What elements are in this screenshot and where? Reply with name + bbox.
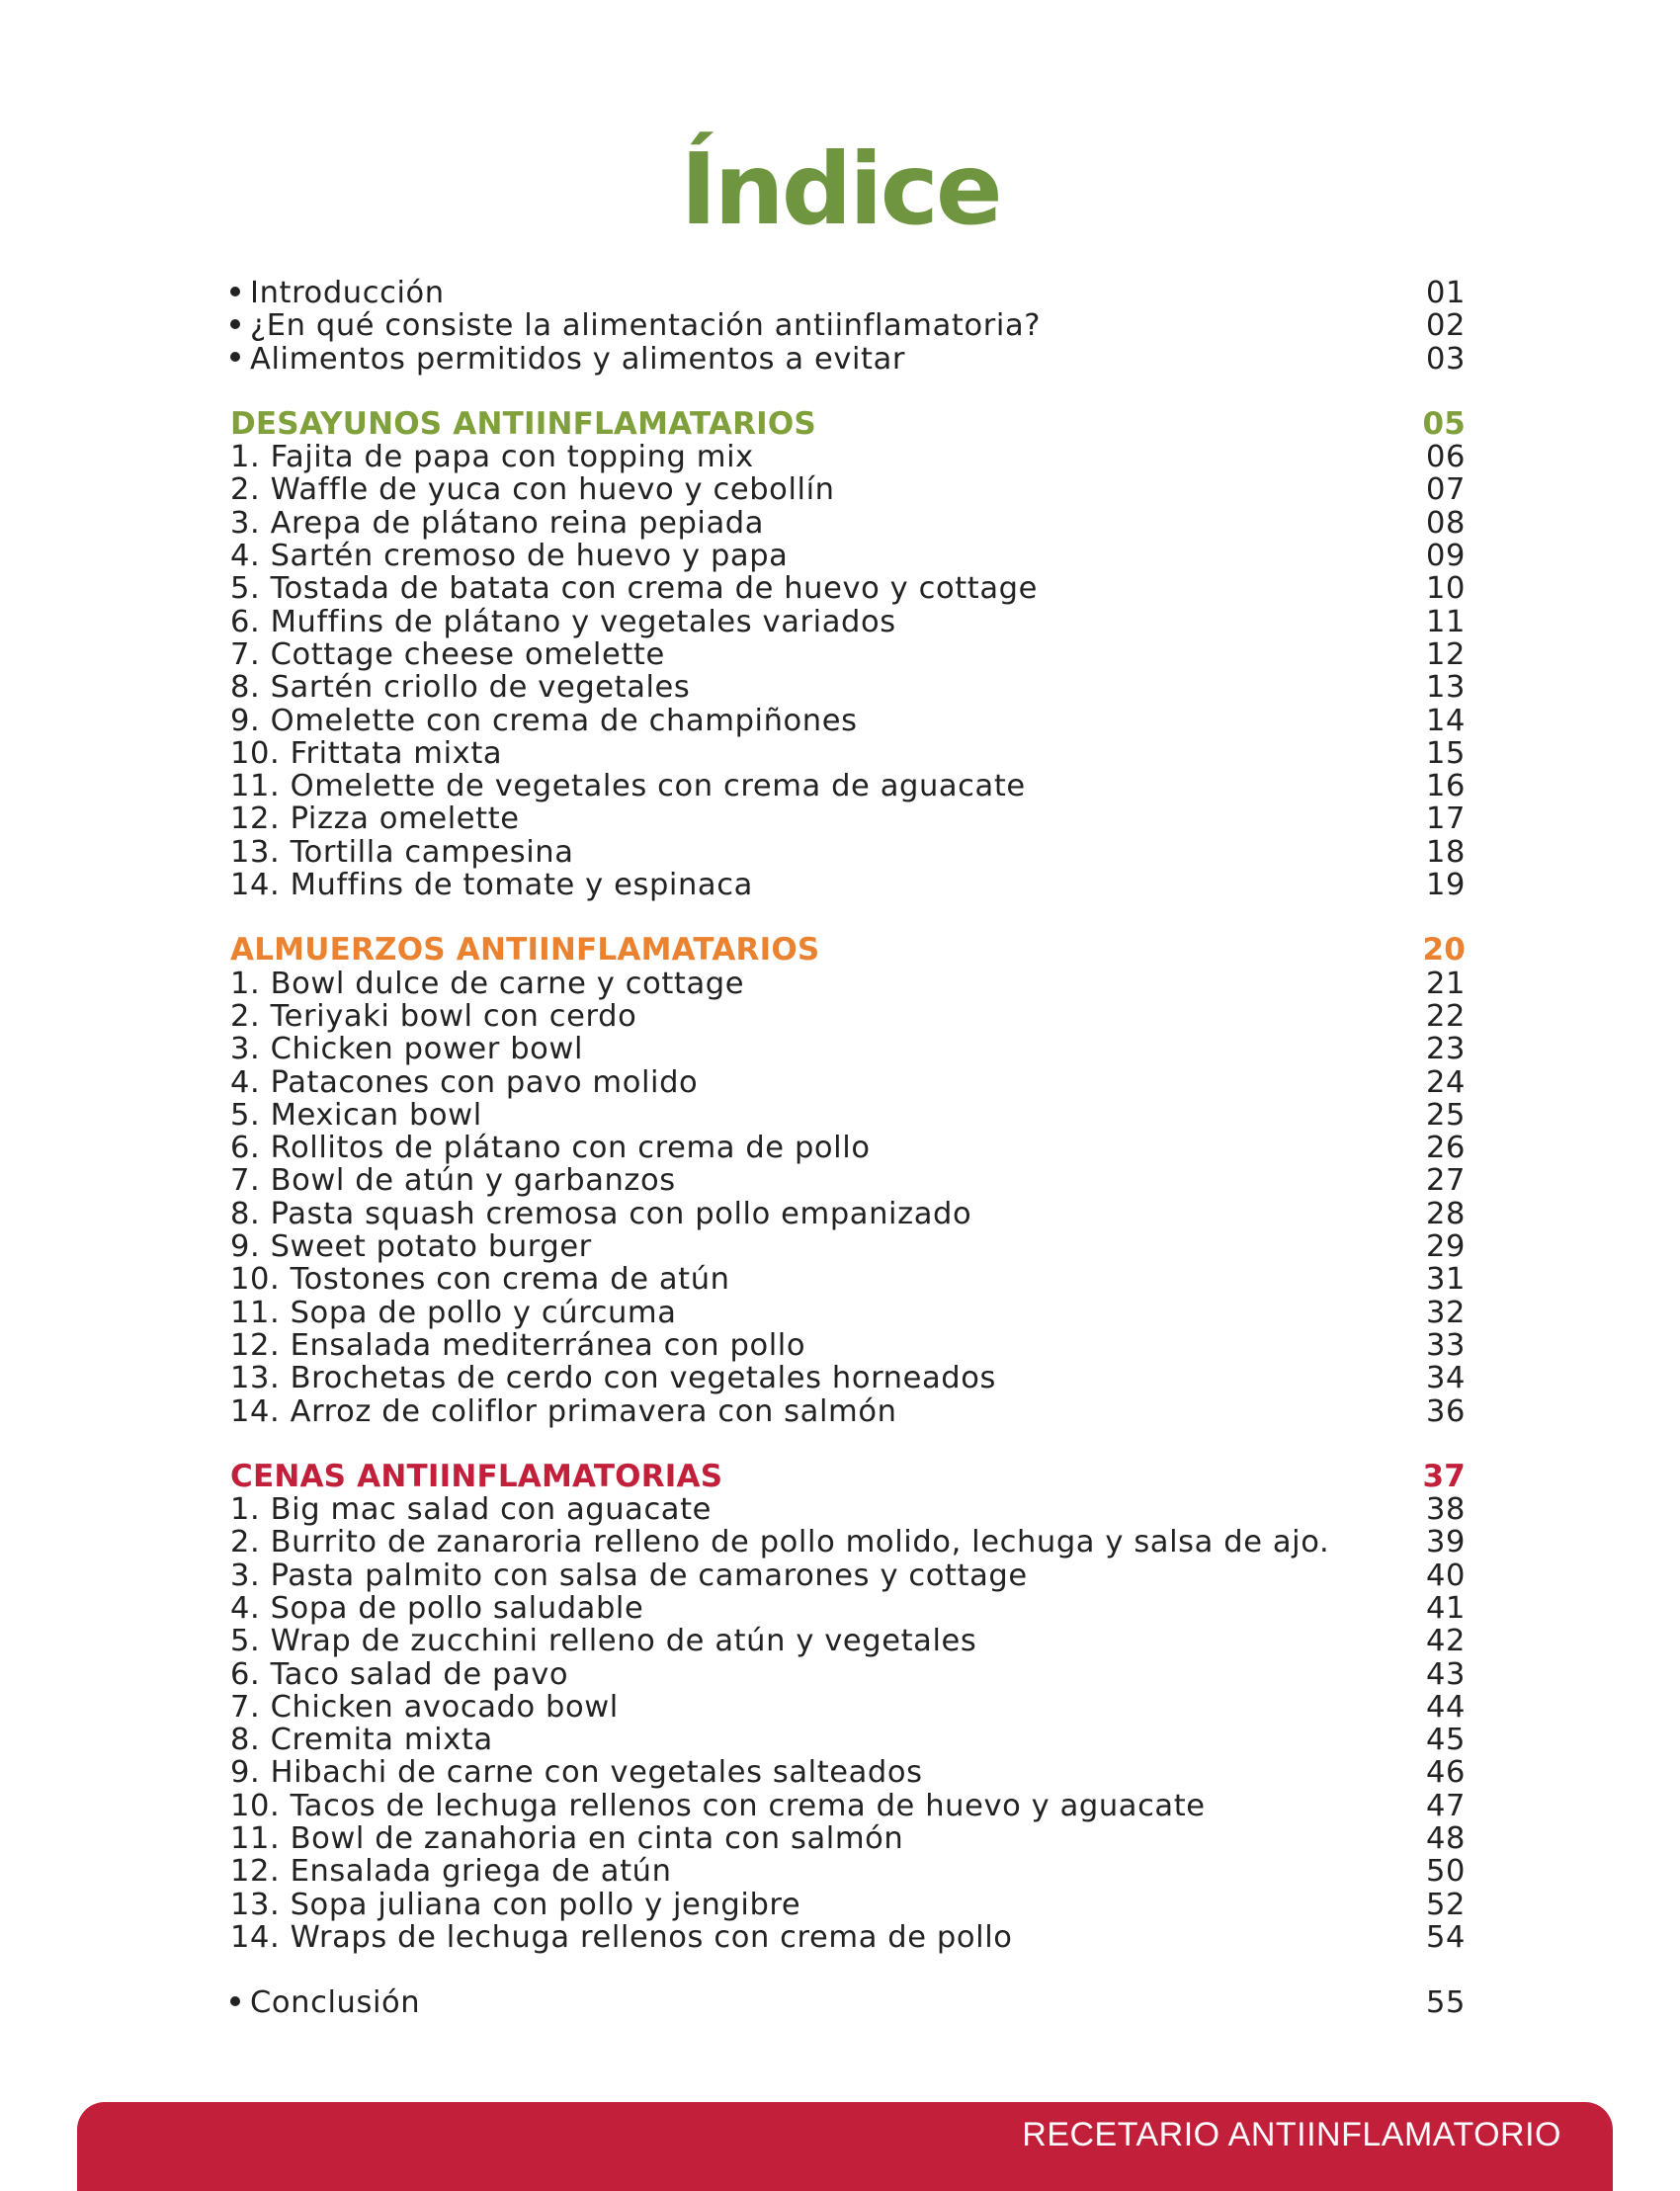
- toc-item-page: 11: [1425, 604, 1466, 639]
- bullet-icon: [230, 319, 240, 329]
- toc-item-label: [230, 968, 744, 1000]
- toc-item-label: [230, 540, 788, 572]
- toc-item-label: [230, 1099, 482, 1132]
- toc-item[interactable]: [230, 1033, 1466, 1065]
- toc-item-page: 19: [1425, 868, 1466, 903]
- toc-item-label: [230, 1000, 636, 1033]
- toc-item-text: 2. Teriyaki bowl con cerdo: [230, 998, 637, 1034]
- toc-item-text: 3. Chicken power bowl: [230, 1032, 584, 1067]
- toc-item-page: 22: [1425, 998, 1466, 1034]
- toc-item-page: 36: [1425, 1393, 1466, 1429]
- toc-item[interactable]: [230, 540, 1466, 572]
- toc-item-text: 11. Sopa de pollo y cúrcuma: [230, 1295, 677, 1330]
- toc-item[interactable]: [230, 1822, 1466, 1855]
- toc-intro-item-text: ¿En qué consiste la alimentación antiinflamatoria?: [250, 308, 1042, 344]
- footer-title: RECETARIO ANTIINFLAMATORIO: [1022, 2116, 1561, 2153]
- spacer: [230, 1428, 1466, 1461]
- toc-item-page: 44: [1425, 1689, 1466, 1725]
- toc-item-label: [230, 1526, 1329, 1559]
- toc-item-page: 50: [1425, 1854, 1466, 1890]
- toc-intro-item-text: Introducción: [250, 276, 445, 310]
- toc-item[interactable]: [230, 1362, 1466, 1394]
- toc-item-text: 14. Arroz de coliflor primavera con salmón: [230, 1393, 897, 1429]
- toc-item-text: 5. Mexican bowl: [230, 1097, 482, 1133]
- toc-item-label: [230, 1066, 698, 1099]
- toc-item-text: 6. Taco salad de pavo: [230, 1656, 569, 1692]
- toc-item-text: 3. Arepa de plátano reina pepiada: [230, 505, 765, 541]
- toc-item-text: 1. Fajita de papa con topping mix: [230, 440, 754, 475]
- toc-item-page: 16: [1425, 769, 1466, 804]
- toc-item-label: [230, 1559, 1028, 1592]
- toc-item-text: 2. Burrito de zanaroria relleno de pollo molido, lechuga y salsa de ajo.: [230, 1525, 1330, 1560]
- section-page: 20: [1422, 932, 1466, 969]
- toc-item-label: [230, 1921, 1013, 1954]
- toc-item-label: [230, 1724, 493, 1756]
- toc-item-page: 33: [1425, 1327, 1466, 1363]
- toc-item[interactable]: [230, 1493, 1466, 1526]
- toc-item-label: [230, 1889, 800, 1921]
- toc-item[interactable]: [230, 1790, 1466, 1822]
- toc-item-label: [230, 770, 1026, 802]
- toc-item-page: 07: [1425, 472, 1466, 508]
- toc-item-page: 18: [1425, 834, 1466, 870]
- toc-item-text: 10. Frittata mixta: [230, 735, 503, 771]
- toc-item-label: [230, 836, 574, 869]
- toc-item[interactable]: [230, 572, 1466, 605]
- toc-item-text: 13. Tortilla campesina: [230, 834, 574, 870]
- toc-item-label: [230, 1164, 676, 1197]
- toc-intro-item[interactable]: [230, 343, 1466, 376]
- toc-item-text: 10. Tostones con crema de atún: [230, 1262, 730, 1298]
- toc-item-label: [230, 1493, 712, 1526]
- toc-intro-item-page: 03: [1425, 341, 1466, 377]
- section-page: 37: [1422, 1458, 1466, 1494]
- toc-item[interactable]: [230, 705, 1466, 737]
- toc-item-text: 6. Muffins de plátano y vegetales variados: [230, 604, 896, 639]
- toc-item-text: 7. Bowl de atún y garbanzos: [230, 1163, 676, 1199]
- toc-item-label: [230, 1329, 805, 1362]
- toc-item-label: [230, 473, 835, 506]
- toc-item[interactable]: [230, 802, 1466, 835]
- toc-item-page: 06: [1425, 440, 1466, 475]
- toc-item-page: 26: [1425, 1131, 1466, 1166]
- toc-item[interactable]: [230, 473, 1466, 506]
- toc-item-label: [230, 638, 665, 671]
- toc-item-page: 38: [1425, 1492, 1466, 1528]
- toc-item-text: 12. Ensalada mediterránea con pollo: [230, 1327, 806, 1363]
- toc-item-page: 28: [1425, 1196, 1466, 1231]
- toc-item-text: 2. Waffle de yuca con huevo y cebollín: [230, 472, 835, 508]
- toc-item-page: 17: [1425, 801, 1466, 837]
- toc-item[interactable]: [230, 671, 1466, 704]
- toc-item[interactable]: [230, 1066, 1466, 1099]
- toc-item-text: 14. Wraps de lechuga rellenos con crema de pollo: [230, 1919, 1013, 1955]
- toc-item[interactable]: [230, 737, 1466, 770]
- toc-item-label: [230, 441, 754, 473]
- toc-item-text: 4. Sartén cremoso de huevo y papa: [230, 539, 789, 574]
- toc-item-text: 7. Cottage cheese omelette: [230, 636, 665, 672]
- toc-item-label: [230, 869, 753, 901]
- toc-item-page: 43: [1425, 1656, 1466, 1692]
- toc-item[interactable]: [230, 1921, 1466, 1954]
- page-title: Índice: [680, 131, 1000, 247]
- toc-item-label: [230, 1822, 903, 1855]
- toc-item[interactable]: [230, 1658, 1466, 1691]
- toc-item-page: 45: [1425, 1723, 1466, 1758]
- toc-item-page: 15: [1425, 735, 1466, 771]
- toc-item-label: [230, 1592, 643, 1625]
- toc-item-text: 4. Sopa de pollo saludable: [230, 1590, 644, 1626]
- toc-item[interactable]: [230, 606, 1466, 638]
- toc-item-text: 9. Hibachi de carne con vegetales salteados: [230, 1755, 923, 1791]
- toc-item-label: [230, 606, 896, 638]
- toc-item[interactable]: [230, 1263, 1466, 1296]
- toc-item-text: 5. Tostada de batata con crema de huevo y cottage: [230, 571, 1038, 607]
- toc-intro-item[interactable]: [230, 277, 1466, 309]
- toc-item-text: 9. Sweet potato burger: [230, 1229, 592, 1265]
- toc-section-heading[interactable]: [230, 934, 1466, 967]
- toc-item-label: [230, 507, 764, 540]
- toc-intro-item-page: 02: [1425, 308, 1466, 344]
- toc-item-text: 5. Wrap de zucchini relleno de atún y vegetales: [230, 1624, 977, 1659]
- toc-item-label: [230, 1855, 672, 1888]
- toc-item[interactable]: [230, 1724, 1466, 1756]
- toc-item-page: 08: [1425, 505, 1466, 541]
- toc-item-label: [230, 1230, 592, 1263]
- toc-item-page: 10: [1425, 571, 1466, 607]
- bullet-icon: [230, 1996, 240, 2006]
- toc-item-label: [230, 802, 520, 835]
- toc-item-page: 12: [1425, 636, 1466, 672]
- toc-item-page: 34: [1425, 1361, 1466, 1396]
- toc-item-label: [230, 1198, 971, 1230]
- toc-item-text: 1. Big mac salad con aguacate: [230, 1492, 713, 1528]
- spacer: [230, 376, 1466, 408]
- toc-item-page: 40: [1425, 1558, 1466, 1593]
- toc-item[interactable]: [230, 1297, 1466, 1329]
- toc-item-page: 52: [1425, 1887, 1466, 1922]
- toc-section-heading[interactable]: [230, 405, 1466, 442]
- toc-item-text: 3. Pasta palmito con salsa de camarones y cottage: [230, 1558, 1028, 1593]
- toc-intro-item-label: [230, 309, 1041, 342]
- toc-item-label: [230, 1395, 897, 1428]
- toc-item[interactable]: [230, 1132, 1466, 1164]
- toc-item-page: 39: [1425, 1525, 1466, 1560]
- footer-banner: [77, 2102, 1613, 2191]
- toc-item-text: 11. Omelette de vegetales con crema de aguacate: [230, 769, 1026, 804]
- toc-section-heading[interactable]: [230, 1458, 1466, 1494]
- toc-conclusion-item-text: Conclusión: [250, 1985, 421, 2021]
- spacer: [230, 1954, 1466, 1986]
- toc-item-page: 42: [1425, 1624, 1466, 1659]
- toc-item[interactable]: [230, 1099, 1466, 1132]
- toc-item[interactable]: [230, 1559, 1466, 1592]
- toc-conclusion-item-label: [230, 1986, 420, 2019]
- toc-item-page: 47: [1425, 1788, 1466, 1823]
- toc-item-label: [230, 1297, 677, 1329]
- toc-intro-item-label: [230, 277, 445, 309]
- toc-item-label: [230, 671, 690, 704]
- toc-item-label: [230, 1658, 568, 1691]
- section-page: 05: [1422, 405, 1466, 442]
- toc-conclusion-item[interactable]: [230, 1986, 1466, 2019]
- toc-item-text: 13. Sopa juliana con pollo y jengibre: [230, 1887, 801, 1922]
- toc-item-page: 13: [1425, 670, 1466, 706]
- toc-item[interactable]: [230, 1395, 1466, 1428]
- section-title: CENAS ANTIINFLAMATORIAS: [230, 1458, 723, 1494]
- toc-item-page: 14: [1425, 703, 1466, 738]
- spacer: [230, 901, 1466, 934]
- toc-item-text: 7. Chicken avocado bowl: [230, 1689, 619, 1725]
- toc-item-text: 12. Ensalada griega de atún: [230, 1854, 672, 1890]
- toc-item[interactable]: [230, 1625, 1466, 1657]
- toc-item-text: 12. Pizza omelette: [230, 801, 520, 837]
- toc-item-label: [230, 1625, 976, 1657]
- toc-item-text: 8. Pasta squash cremosa con pollo empanizado: [230, 1196, 972, 1231]
- toc-item-label: [230, 737, 502, 770]
- toc-item-label: [230, 572, 1038, 605]
- section-title: ALMUERZOS ANTIINFLAMATARIOS: [230, 932, 820, 969]
- toc-item-label: [230, 1362, 996, 1394]
- toc-item-label: [230, 1790, 1206, 1822]
- toc-intro-item-text: Alimentos permitidos y alimentos a evitar: [250, 341, 906, 377]
- toc-item[interactable]: [230, 1000, 1466, 1033]
- toc-item[interactable]: [230, 441, 1466, 473]
- toc-item[interactable]: [230, 1756, 1466, 1789]
- toc-item-text: 9. Omelette con crema de champiñones: [230, 703, 858, 738]
- toc-intro-item[interactable]: [230, 309, 1466, 342]
- section-title: DESAYUNOS ANTIINFLAMATARIOS: [230, 405, 816, 442]
- toc-item[interactable]: [230, 1230, 1466, 1263]
- toc-intro-item-page: 01: [1425, 276, 1466, 310]
- toc-item-page: 29: [1425, 1229, 1466, 1265]
- toc-item[interactable]: [230, 1889, 1466, 1921]
- toc-item-page: 24: [1425, 1064, 1466, 1100]
- toc-item[interactable]: [230, 1592, 1466, 1625]
- toc-item-page: 54: [1425, 1919, 1466, 1955]
- toc-item[interactable]: [230, 1691, 1466, 1724]
- bullet-icon: [230, 352, 240, 362]
- toc-item[interactable]: [230, 836, 1466, 869]
- toc-item-text: 4. Patacones con pavo molido: [230, 1064, 699, 1100]
- table-of-contents: [230, 277, 1466, 2020]
- toc-item[interactable]: [230, 1329, 1466, 1362]
- toc-item[interactable]: [230, 638, 1466, 671]
- toc-item-text: 11. Bowl de zanahoria en cinta con salmón: [230, 1821, 904, 1857]
- toc-item-text: 6. Rollitos de plátano con crema de pollo: [230, 1131, 871, 1166]
- toc-item-page: 25: [1425, 1097, 1466, 1133]
- toc-item[interactable]: [230, 869, 1466, 901]
- toc-item[interactable]: [230, 770, 1466, 802]
- toc-item[interactable]: [230, 1198, 1466, 1230]
- toc-item-label: [230, 1691, 619, 1724]
- toc-item-text: 10. Tacos de lechuga rellenos con crema de huevo y aguacate: [230, 1788, 1206, 1823]
- toc-item-page: 46: [1425, 1755, 1466, 1791]
- toc-item[interactable]: [230, 1164, 1466, 1197]
- toc-item-label: [230, 1756, 923, 1789]
- toc-item-page: 41: [1425, 1590, 1466, 1626]
- toc-item-text: 14. Muffins de tomate y espinaca: [230, 868, 753, 903]
- toc-item-text: 1. Bowl dulce de carne y cottage: [230, 966, 745, 1001]
- toc-item-page: 48: [1425, 1821, 1466, 1857]
- toc-item[interactable]: [230, 1855, 1466, 1888]
- toc-item-page: 21: [1425, 966, 1466, 1001]
- toc-item[interactable]: [230, 968, 1466, 1000]
- toc-item-text: 8. Sartén criollo de vegetales: [230, 670, 691, 706]
- toc-item-page: 32: [1425, 1295, 1466, 1330]
- toc-item[interactable]: [230, 507, 1466, 540]
- toc-item-label: [230, 1132, 871, 1164]
- toc-item-label: [230, 1033, 583, 1065]
- toc-item-label: [230, 705, 858, 737]
- toc-item-label: [230, 1263, 730, 1296]
- toc-item-page: 27: [1425, 1163, 1466, 1199]
- toc-item-text: 13. Brochetas de cerdo con vegetales horneados: [230, 1361, 996, 1396]
- toc-intro-item-label: [230, 343, 905, 376]
- toc-item-page: 23: [1425, 1032, 1466, 1067]
- toc-conclusion-item-page: 55: [1425, 1985, 1466, 2021]
- toc-item-page: 31: [1425, 1262, 1466, 1298]
- bullet-icon: [230, 287, 240, 296]
- toc-item-page: 09: [1425, 539, 1466, 574]
- toc-item[interactable]: [230, 1526, 1466, 1559]
- toc-item-text: 8. Cremita mixta: [230, 1723, 493, 1758]
